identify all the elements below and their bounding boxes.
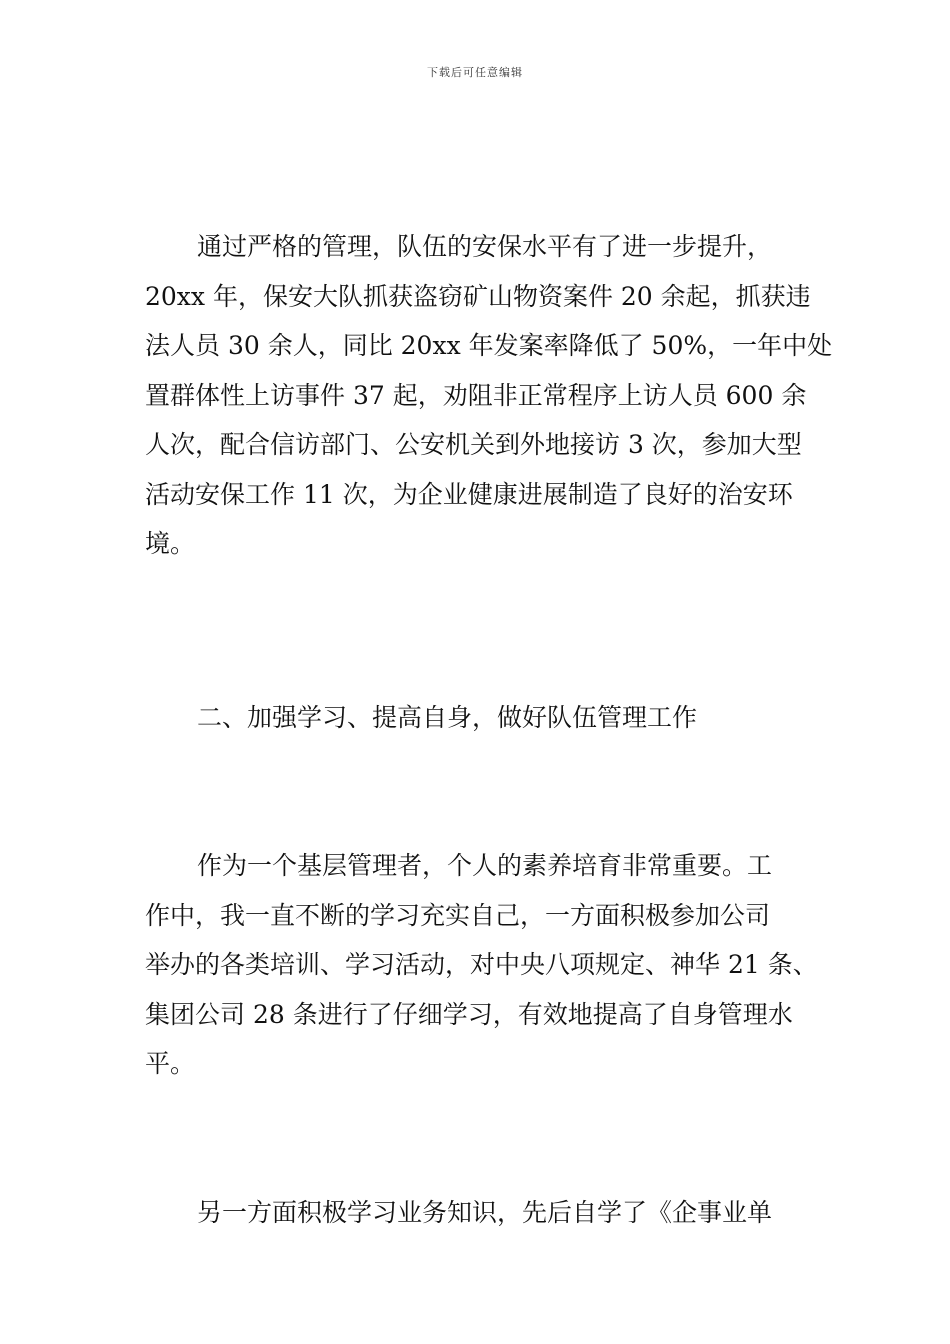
text-line: 作为一个基层管理者，个人的素养培育非常重要。工 [197,851,773,880]
text-line: 20xx 年，保安大队抓获盗窃矿山物资案件 20 余起，抓获违 [145,281,811,311]
text-line: 举办的各类培训、学习活动，对中央八项规定、神华 21 条、 [145,950,818,979]
text-line: 人次，配合信访部门、公安机关到外地接访 3 次，参加大型 [145,430,802,459]
heading-line: 二、加强学习、提高自身，做好队伍管理工作 [197,702,698,732]
section-heading [145,693,810,743]
paragraph-security-results [145,222,833,569]
spacer [145,1089,810,1188]
paragraph-self-study [145,841,818,1089]
page-header: 下载后可任意编辑 [427,66,523,79]
text-line: 作中，我一直不断的学习充实自己，一方面积极参加公司 [145,900,771,930]
document-body [145,222,833,1237]
text-line: 平。 [145,1049,196,1078]
paragraph-business-knowledge [145,1188,810,1238]
text-line: 活动安保工作 11 次，为企业健康进展制造了良好的治安环 [145,479,793,509]
spacer [145,569,810,693]
text-line: 通过严格的管理，队伍的安保水平有了进一步提升， [197,232,773,261]
text-line: 另一方面积极学习业务知识，先后自学了《企事业单 [197,1197,773,1227]
text-line: 境。 [145,529,196,558]
text-line: 集团公司 28 条进行了仔细学习，有效地提高了自身管理水 [145,999,793,1029]
text-line: 置群体性上访事件 37 起，劝阻非正常程序上访人员 600 余 [145,380,807,410]
spacer [145,742,810,841]
text-line: 法人员 30 余人，同比 20xx 年发案率降低了 50%，一年中处 [145,331,833,360]
